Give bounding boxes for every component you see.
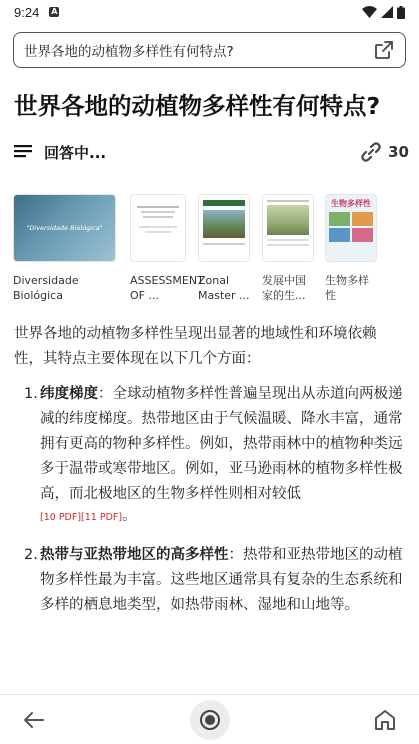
source-thumbnail xyxy=(325,194,377,262)
back-arrow-icon[interactable] xyxy=(22,710,46,730)
source-thumbnail xyxy=(198,194,250,262)
list-item-number: 1. xyxy=(24,386,38,402)
source-label: Zonal Master ... xyxy=(198,274,250,302)
list-item-term: 纬度梯度 xyxy=(40,386,98,402)
source-label: Diversidade Biológica xyxy=(13,274,79,302)
list-item-body xyxy=(40,382,404,537)
sources-link-button[interactable] xyxy=(360,141,409,163)
source-thumbnail xyxy=(262,194,314,262)
search-query-text: 世界各地的动植物多样性有何特点? xyxy=(24,44,234,60)
status-time: 9:24 xyxy=(14,4,40,20)
citation-line xyxy=(40,507,404,527)
list-item-tail: 。 xyxy=(122,508,137,524)
record-icon xyxy=(199,709,221,731)
sources-carousel[interactable] xyxy=(13,194,419,306)
link-count: 30 xyxy=(388,143,409,161)
list-item-term: 热带与亚热带地区的高多样性 xyxy=(40,547,229,563)
bottom-nav xyxy=(0,694,419,744)
record-button[interactable] xyxy=(190,700,230,740)
list-item xyxy=(14,382,404,537)
list-item xyxy=(14,543,404,618)
list-item-text: ：热带和亚热带地区的动植物多样性最为丰富。这些地区通常具有复杂的生态系统和多样的栖息地类型，如热带雨林、湿地和山地等。 xyxy=(40,547,403,613)
answer-status-label: 回答中... xyxy=(44,143,107,162)
thumb-caption: 生物多样性 xyxy=(331,199,371,208)
wifi-icon xyxy=(362,6,377,18)
list-icon xyxy=(14,144,34,160)
source-card[interactable] xyxy=(198,194,250,303)
a-app-icon: A xyxy=(51,7,58,16)
source-thumbnail xyxy=(13,194,116,262)
thumb-caption: "Diversidade Biológica" xyxy=(26,224,103,232)
list-item-body xyxy=(40,543,404,618)
source-thumbnail xyxy=(130,194,186,262)
page-title: 世界各地的动植物多样性有何特点? xyxy=(14,92,381,120)
battery-icon xyxy=(397,6,405,19)
search-input[interactable] xyxy=(13,32,406,68)
open-external-icon[interactable] xyxy=(373,39,395,61)
status-icons xyxy=(362,6,405,19)
citation-link[interactable]: [10 PDF][11 PDF] xyxy=(40,512,123,523)
list-item-number: 2. xyxy=(24,547,38,563)
source-label: 生物多样性 xyxy=(325,274,369,302)
home-icon[interactable] xyxy=(373,708,397,732)
answer-header xyxy=(14,138,409,166)
source-card[interactable] xyxy=(262,194,314,303)
list-item-text: ：全球动植物多样性普遍呈现出从赤道向两极递减的纬度梯度。热带地区由于气候温暖、降水丰富，通常拥有更高的物种多样性。例如，热带雨林中的植物种类远多于温带或寒带地区。例如，亚马逊雨林的植物多样性极高，而北极地区的生物多样性则相对较低 xyxy=(40,386,403,502)
source-label: 发展中国家的生... xyxy=(262,274,306,302)
source-card[interactable] xyxy=(325,194,377,303)
source-card[interactable] xyxy=(130,194,204,303)
answer-content xyxy=(14,322,404,618)
source-label: ASSESSMENT OF ... xyxy=(130,274,204,302)
answer-intro: 世界各地的动植物多样性呈现出显著的地域性和环境依赖性，其特点主要体现在以下几个方面： xyxy=(14,326,377,367)
signal-icon xyxy=(381,6,393,18)
status-bar xyxy=(0,0,419,24)
link-icon xyxy=(360,141,382,163)
source-card[interactable] xyxy=(13,194,116,303)
